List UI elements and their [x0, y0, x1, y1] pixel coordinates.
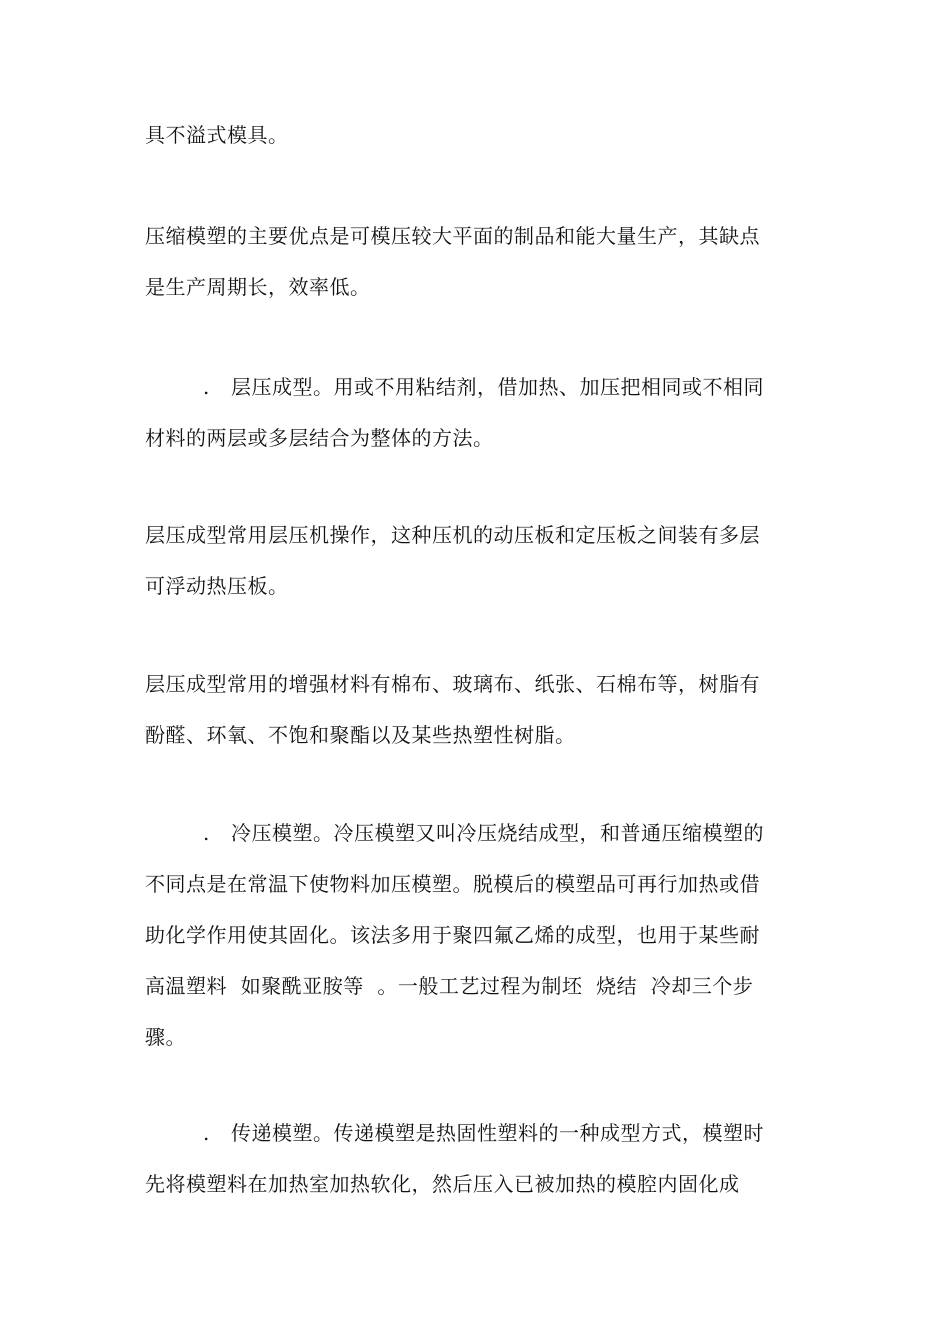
paragraph-5-line-2: 酚醛、环氧、不饱和聚酯以及某些热塑性树脂。: [145, 723, 576, 747]
paragraph-4: [145, 510, 810, 612]
paragraph-6: [145, 808, 810, 1063]
paragraph-6-line-3: 助化学作用使其固化。该法多用于聚四氟乙烯的成型，也用于某些耐: [145, 923, 760, 947]
paragraph-5-line-1: 层压成型常用的增强材料有棉布、玻璃布、纸张、石棉布等，树脂有: [145, 672, 760, 696]
paragraph-5: [145, 659, 810, 761]
paragraph-3: [145, 362, 810, 464]
paragraph-2: [145, 211, 810, 313]
paragraph-3-line-1: 层压成型。用或不用粘结剂，借加热、加压把相同或不相同: [231, 375, 764, 399]
paragraph-7: [145, 1108, 810, 1210]
paragraph-3-indent: [145, 375, 764, 399]
paragraph-1-line-1: 具不溢式模具。: [145, 123, 289, 147]
paragraph-6-indent: [145, 821, 764, 845]
paragraph-3-line-2: 材料的两层或多层结合为整体的方法。: [145, 426, 494, 450]
paragraph-7-line-2: 先将模塑料在加热室加热软化，然后压入已被加热的模腔内固化成: [145, 1172, 740, 1196]
paragraph-2-line-2: 是生产周期长，效率低。: [145, 275, 371, 299]
paragraph-2-line-1: 压缩模塑的主要优点是可模压较大平面的制品和能大量生产，其缺点: [145, 224, 760, 248]
paragraph-6-line-4: 高温塑料 如聚酰亚胺等 。一般工艺过程为制坯 烧结 冷却三个步: [145, 974, 754, 998]
paragraph-6-line-1: 冷压模塑。冷压模塑又叫冷压烧结成型，和普通压缩模塑的: [231, 821, 764, 845]
paragraph-6-line-5: 骤。: [145, 1025, 186, 1049]
list-marker: .: [203, 1121, 210, 1145]
list-marker: .: [203, 821, 210, 845]
paragraph-7-line-1: 传递模塑。传递模塑是热固性塑料的一种成型方式，模塑时: [231, 1121, 764, 1145]
list-marker: .: [203, 375, 210, 399]
paragraph-4-line-1: 层压成型常用层压机操作，这种压机的动压板和定压板之间装有多层: [145, 523, 760, 547]
paragraph-7-indent: [145, 1121, 764, 1145]
paragraph-6-line-2: 不同点是在常温下使物料加压模塑。脱模后的模塑品可再行加热或借: [145, 872, 760, 896]
paragraph-4-line-2: 可浮动热压板。: [145, 574, 289, 598]
paragraph-1: [145, 110, 810, 161]
